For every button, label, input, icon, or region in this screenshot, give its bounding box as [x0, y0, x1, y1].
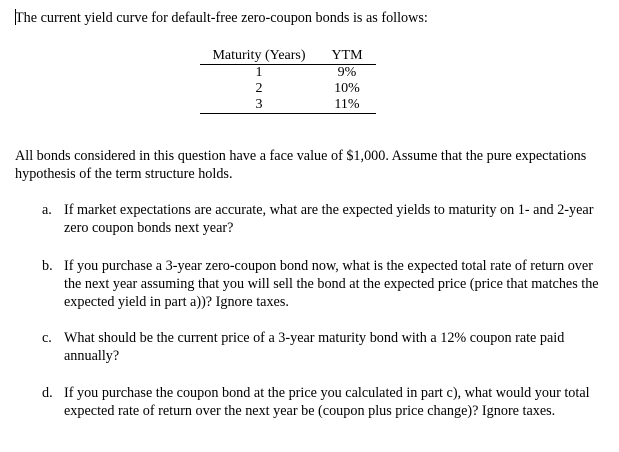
question-letter: c.: [42, 330, 52, 346]
ytm-cell: 10%: [334, 81, 360, 96]
yield-curve-table: [200, 48, 376, 114]
ytm-cell: 9%: [337, 65, 357, 80]
question-text: If market expectations are accurate, what are the expected yields to maturity on 1- and 2-year zero coupon bonds next year?: [64, 202, 594, 236]
question-a: [42, 201, 602, 237]
question-c: [42, 329, 602, 365]
question-text: What should be the current price of a 3-year maturity bond with a 12% coupon rate paid annually?: [64, 330, 565, 364]
question-text: If you purchase the coupon bond at the price you calculated in part c), what would your total expected rate of return over the next year be (coupon plus price change)? Ignore taxes.: [64, 385, 590, 419]
ytm-cell: 11%: [318, 97, 376, 114]
question-letter: b.: [42, 258, 53, 274]
assumptions-paragraph: All bonds considered in this question have a face value of $1,000. Assume that the pure expectations hypothesis of the term structure holds.: [15, 148, 587, 182]
maturity-cell: 1: [255, 65, 263, 80]
header-ytm: YTM: [318, 48, 376, 65]
question-letter: d.: [42, 385, 53, 401]
intro-text: The current yield curve for default-free zero-coupon bonds is as follows:: [15, 10, 428, 26]
maturity-cell: 2: [255, 81, 263, 96]
table-header-row: [200, 48, 376, 65]
question-text: If you purchase a 3-year zero-coupon bond now, what is the expected total rate of return over the next year assuming that you will sell the bond at the expected price (price that matches the expected yield in part a))? Ignore taxes.: [64, 258, 599, 310]
intro-sentence: [15, 9, 428, 27]
question-letter: a.: [42, 202, 52, 218]
table-row: [200, 97, 376, 114]
table-row: [200, 65, 376, 82]
header-maturity: Maturity (Years): [200, 48, 318, 65]
question-d: [42, 384, 602, 420]
maturity-cell: 3: [200, 97, 318, 114]
table-row: [200, 81, 376, 97]
question-b: [42, 257, 602, 311]
